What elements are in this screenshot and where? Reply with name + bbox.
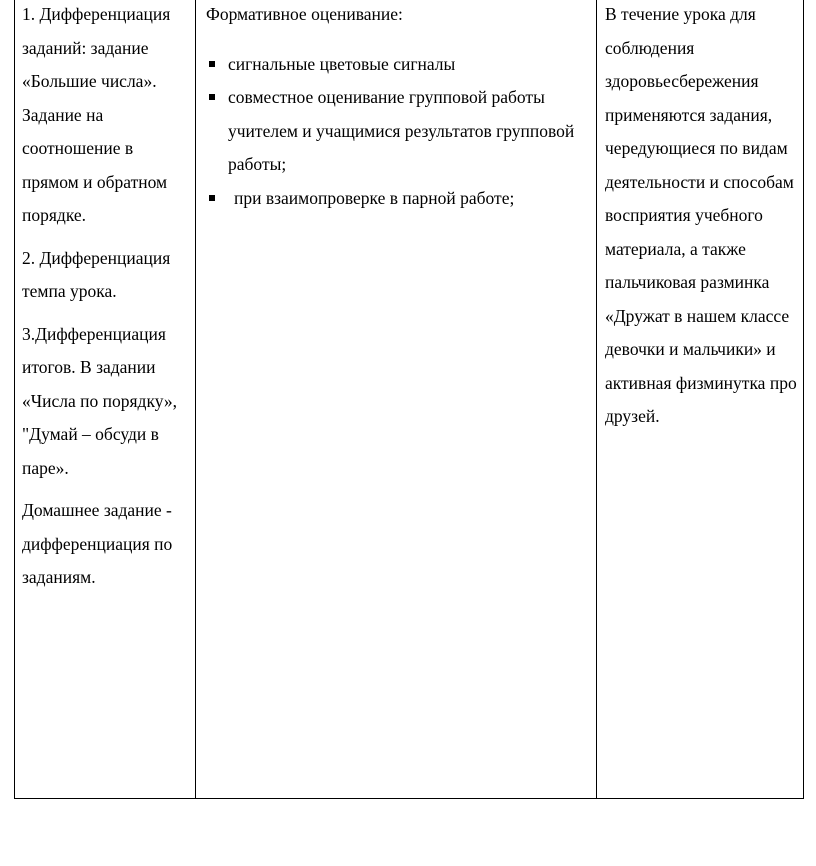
homework-text: Домашнее задание - дифференциация по заданиям. [22,500,173,587]
health-saving-text: В течение урока для соблюдения здоровьесбережения применяются задания, чередующиеся по видам деятельности и способам восприятия учебного материала, а также пальчиковая разминка «Дружат в нашем классе девочки и мальчики» и активная физминутка про друзей. [605,4,797,426]
table-row [15,0,804,799]
list-item-text: при взаимопроверке в парной работе; [234,187,515,208]
assessment-list [206,48,592,216]
assessment-heading: Формативное оценивание: [206,4,403,24]
square-bullet-icon [209,61,215,67]
list-item [206,48,592,82]
list-item [206,81,592,182]
list-item [206,182,592,216]
assessment-cell [196,0,597,799]
square-bullet-icon [209,195,215,201]
differentiation-pace-text: 2. Дифференциация темпа урока. [22,247,171,301]
health-saving-cell [597,0,804,799]
list-item-text: совместное оценивание групповой работы учителем и учащимися результатов групповой работы; [228,87,575,174]
differentiation-results-text: 3.Дифференциация итогов. В задании «Числа по порядку», "Думай – обсуди в паре». [22,323,178,478]
lesson-table [14,0,804,799]
differentiation-tasks-text: 1. Дифференциация заданий: задание «Большие числа». Задание на соотношение в прямом и обратном порядке. [22,4,171,225]
list-item-text: сигнальные цветовые сигналы [228,53,456,74]
square-bullet-icon [209,94,215,100]
differentiation-cell [15,0,196,799]
